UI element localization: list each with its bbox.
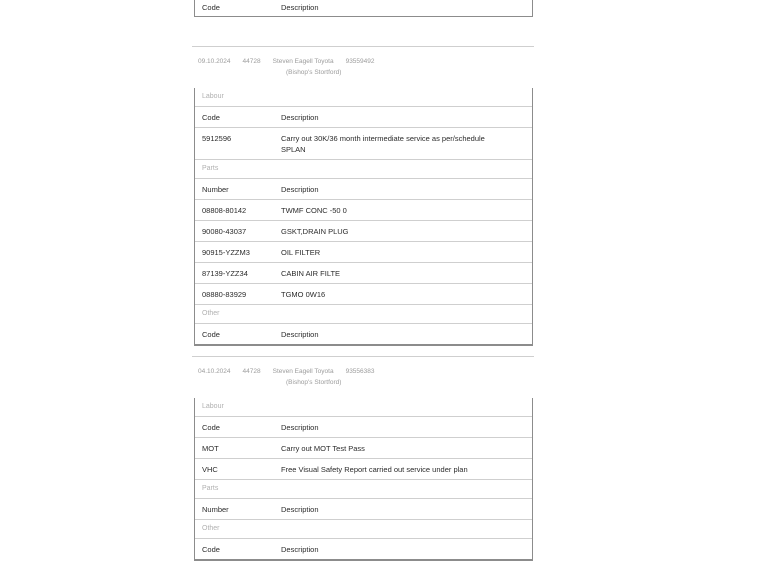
visit-dealer-location: (Bishop's Stortford) — [286, 379, 342, 386]
description-header: Description — [281, 423, 319, 432]
labour-section-title: Labour — [195, 398, 532, 417]
parts-section-title: Parts — [195, 160, 532, 179]
previous-visit-card — [194, 0, 533, 17]
description-header: Description — [281, 505, 319, 514]
part-description: OIL FILTER — [281, 248, 321, 257]
part-description: CABIN AIR FILTE — [281, 269, 341, 278]
part-row — [195, 200, 532, 221]
labour-row — [195, 459, 532, 480]
code-header: Code — [202, 423, 220, 432]
visit-dealer: Steven Eagell Toyota — [272, 368, 334, 375]
visit-meta — [198, 366, 387, 386]
visit-invoice: 93556383 — [345, 368, 375, 375]
visit-mileage: 44728 — [242, 368, 261, 375]
part-number: 87139-YZZ34 — [202, 269, 248, 278]
parts-header-row — [195, 499, 532, 520]
part-number: 90080-43037 — [202, 227, 247, 236]
visit-invoice: 93559492 — [345, 58, 375, 65]
labour-row — [195, 438, 532, 459]
visit-card — [194, 398, 533, 561]
visit-date: 04.10.2024 — [198, 368, 231, 375]
parts-header-row — [195, 179, 532, 200]
visit-dealer-location: (Bishop's Stortford) — [286, 69, 342, 76]
labour-description: Carry out MOT Test Pass — [281, 444, 365, 453]
part-number: 90915-YZZM3 — [202, 248, 250, 257]
part-row — [195, 242, 532, 263]
other-header-row — [195, 539, 532, 560]
other-section-title: Other — [195, 305, 532, 324]
visit-dealer: Steven Eagell Toyota — [272, 58, 334, 65]
number-header: Number — [202, 185, 229, 194]
description-header: Description — [281, 113, 319, 122]
number-header: Number — [202, 505, 229, 514]
labour-description: Carry out 30K/36 month intermediate service as per/schedule SPLAN — [281, 134, 485, 154]
description-header: Description — [281, 185, 319, 194]
code-header: Code — [202, 113, 220, 122]
visit-meta — [198, 56, 387, 76]
code-header: Code — [202, 3, 220, 12]
labour-description: Free Visual Safety Report carried out service under plan — [281, 465, 468, 474]
part-row — [195, 263, 532, 284]
description-header: Description — [281, 330, 319, 339]
labour-section-title: Labour — [195, 88, 532, 107]
labour-code: MOT — [202, 444, 219, 453]
labour-code: 5912596 — [202, 134, 232, 143]
labour-header-row — [195, 107, 532, 128]
part-row — [195, 284, 532, 305]
part-row — [195, 221, 532, 242]
other-header-row — [195, 324, 532, 345]
part-description: TWMF CONC -50 0 — [281, 206, 347, 215]
part-description: TGMO 0W16 — [281, 290, 326, 299]
labour-code: VHC — [202, 465, 218, 474]
visit-divider — [192, 356, 534, 357]
visit-date: 09.10.2024 — [198, 58, 231, 65]
other-header-row — [195, 0, 532, 16]
code-header: Code — [202, 545, 220, 554]
visit-divider — [192, 46, 534, 47]
description-header: Description — [281, 3, 319, 12]
part-description: GSKT,DRAIN PLUG — [281, 227, 349, 236]
labour-row — [195, 128, 532, 160]
parts-section-title: Parts — [195, 480, 532, 499]
description-header: Description — [281, 545, 319, 554]
code-header: Code — [202, 330, 220, 339]
labour-header-row — [195, 417, 532, 438]
other-section-title: Other — [195, 520, 532, 539]
visit-mileage: 44728 — [242, 58, 261, 65]
part-number: 08880-83929 — [202, 290, 247, 299]
part-number: 08808-80142 — [202, 206, 247, 215]
visit-card — [194, 88, 533, 346]
